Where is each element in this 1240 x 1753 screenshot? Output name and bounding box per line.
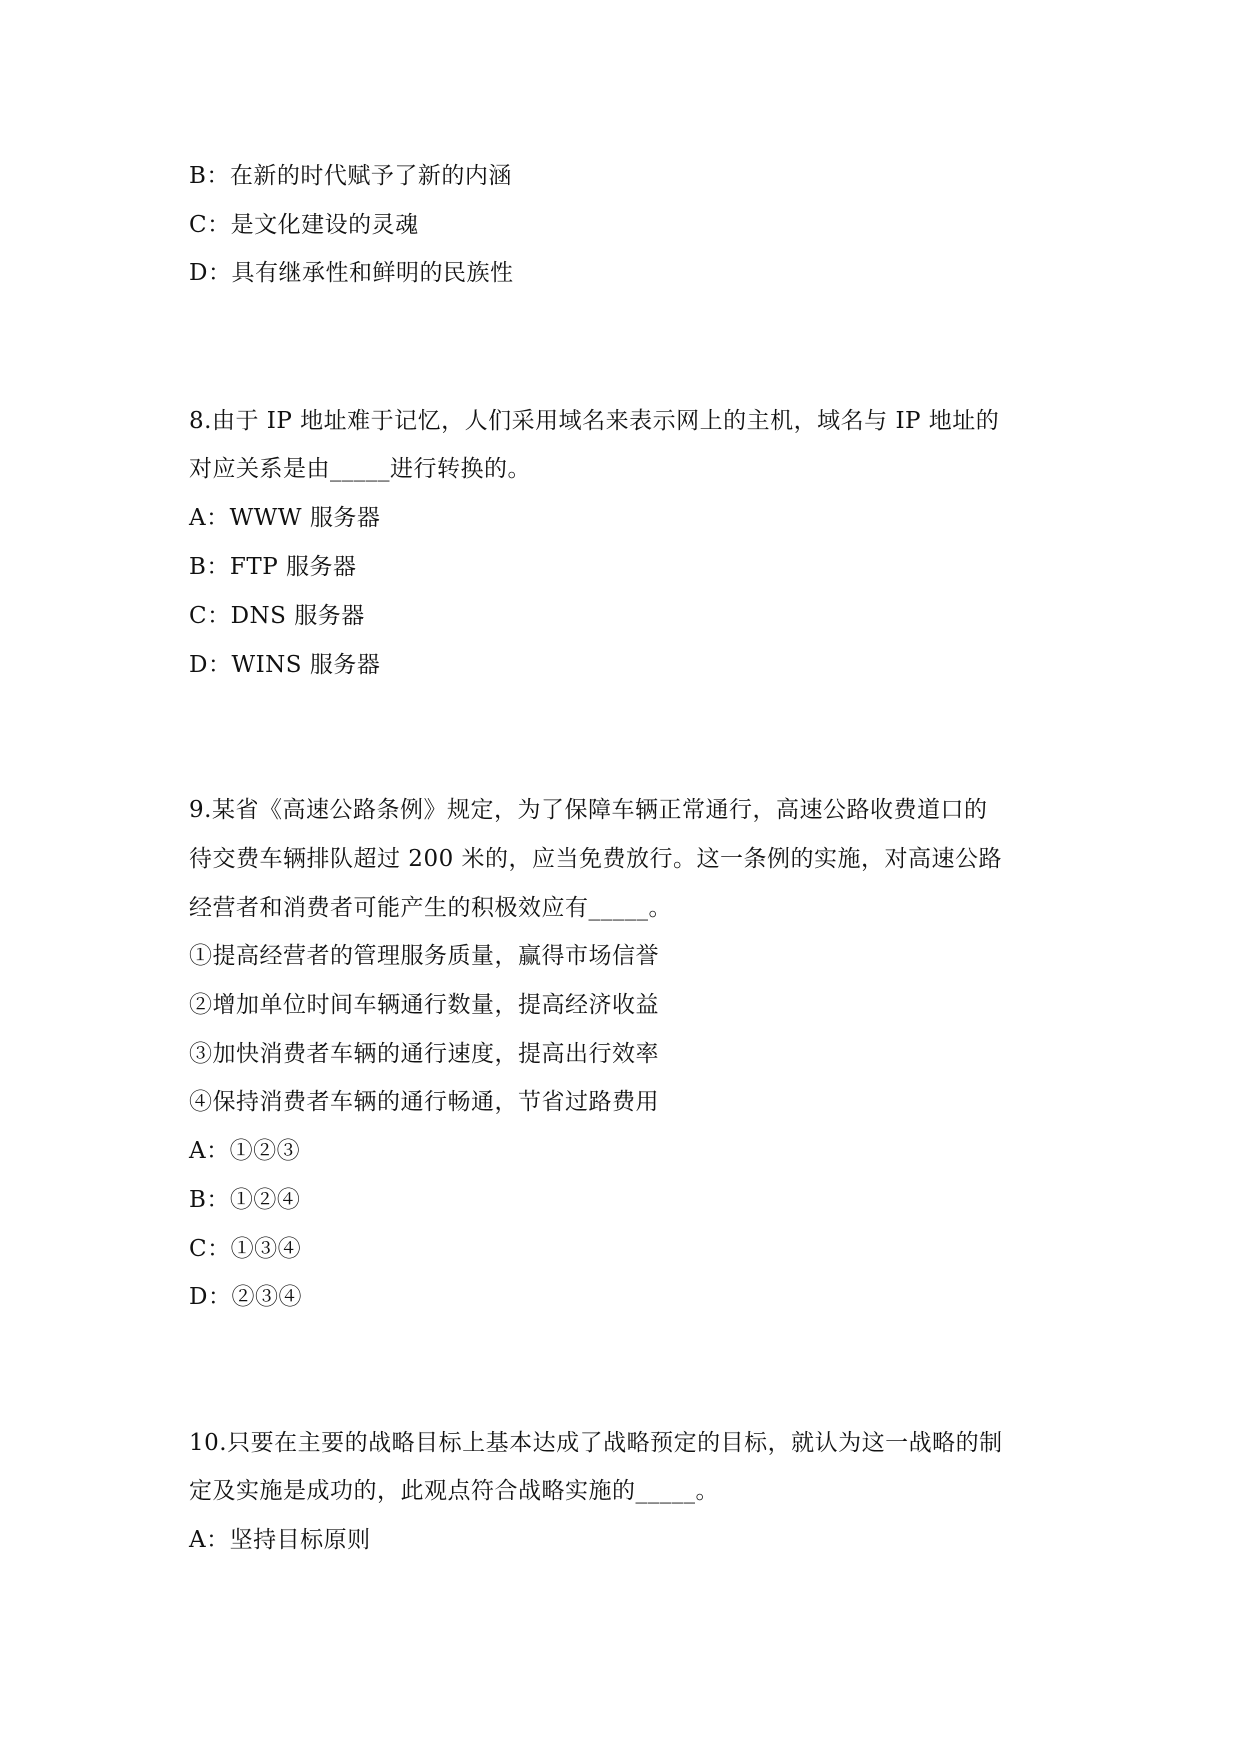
q9-stem-line-2: 待交费车辆排队超过 200 米的，应当免费放行。这一条例的实施，对高速公路 (189, 846, 1003, 872)
q8-stem-line-1: 8.由于 IP 地址难于记忆，人们采用域名来表示网上的主机，域名与 IP 地址的 (189, 408, 1000, 434)
q8-stem-line-2: 对应关系是由_____进行转换的。 (189, 456, 531, 482)
q9-statement-4: ④保持消费者车辆的通行畅通，节省过路费用 (189, 1089, 659, 1115)
q9-option-b: B：①②④ (189, 1187, 301, 1213)
q9-option-d: D：②③④ (189, 1284, 302, 1310)
q8-option-d: D：WINS 服务器 (189, 652, 381, 678)
q7-option-d: D：具有继承性和鲜明的民族性 (189, 260, 514, 286)
q9-statement-3: ③加快消费者车辆的通行速度，提高出行效率 (189, 1041, 659, 1067)
q7-option-c: C：是文化建设的灵魂 (189, 212, 419, 238)
q8-option-b: B：FTP 服务器 (189, 554, 357, 580)
q7-option-b: B：在新的时代赋予了新的内涵 (189, 163, 512, 189)
q10-option-a: A：坚持目标原则 (189, 1527, 371, 1553)
q9-option-a: A：①②③ (189, 1138, 301, 1164)
q9-stem-line-3: 经营者和消费者可能产生的积极效应有_____。 (189, 895, 672, 921)
q10-stem-line-1: 10.只要在主要的战略目标上基本达成了战略预定的目标，就认为这一战略的制 (189, 1430, 1003, 1456)
q9-stem-line-1: 9.某省《高速公路条例》规定，为了保障车辆正常通行，高速公路收费道口的 (189, 797, 988, 823)
q8-option-a: A：WWW 服务器 (189, 505, 381, 531)
q8-option-c: C：DNS 服务器 (189, 603, 365, 629)
q9-statement-2: ②增加单位时间车辆通行数量，提高经济收益 (189, 992, 659, 1018)
q9-statement-1: ①提高经营者的管理服务质量，赢得市场信誉 (189, 943, 659, 969)
q10-stem-line-2: 定及实施是成功的，此观点符合战略实施的_____。 (189, 1478, 719, 1504)
q9-option-c: C：①③④ (189, 1236, 302, 1262)
